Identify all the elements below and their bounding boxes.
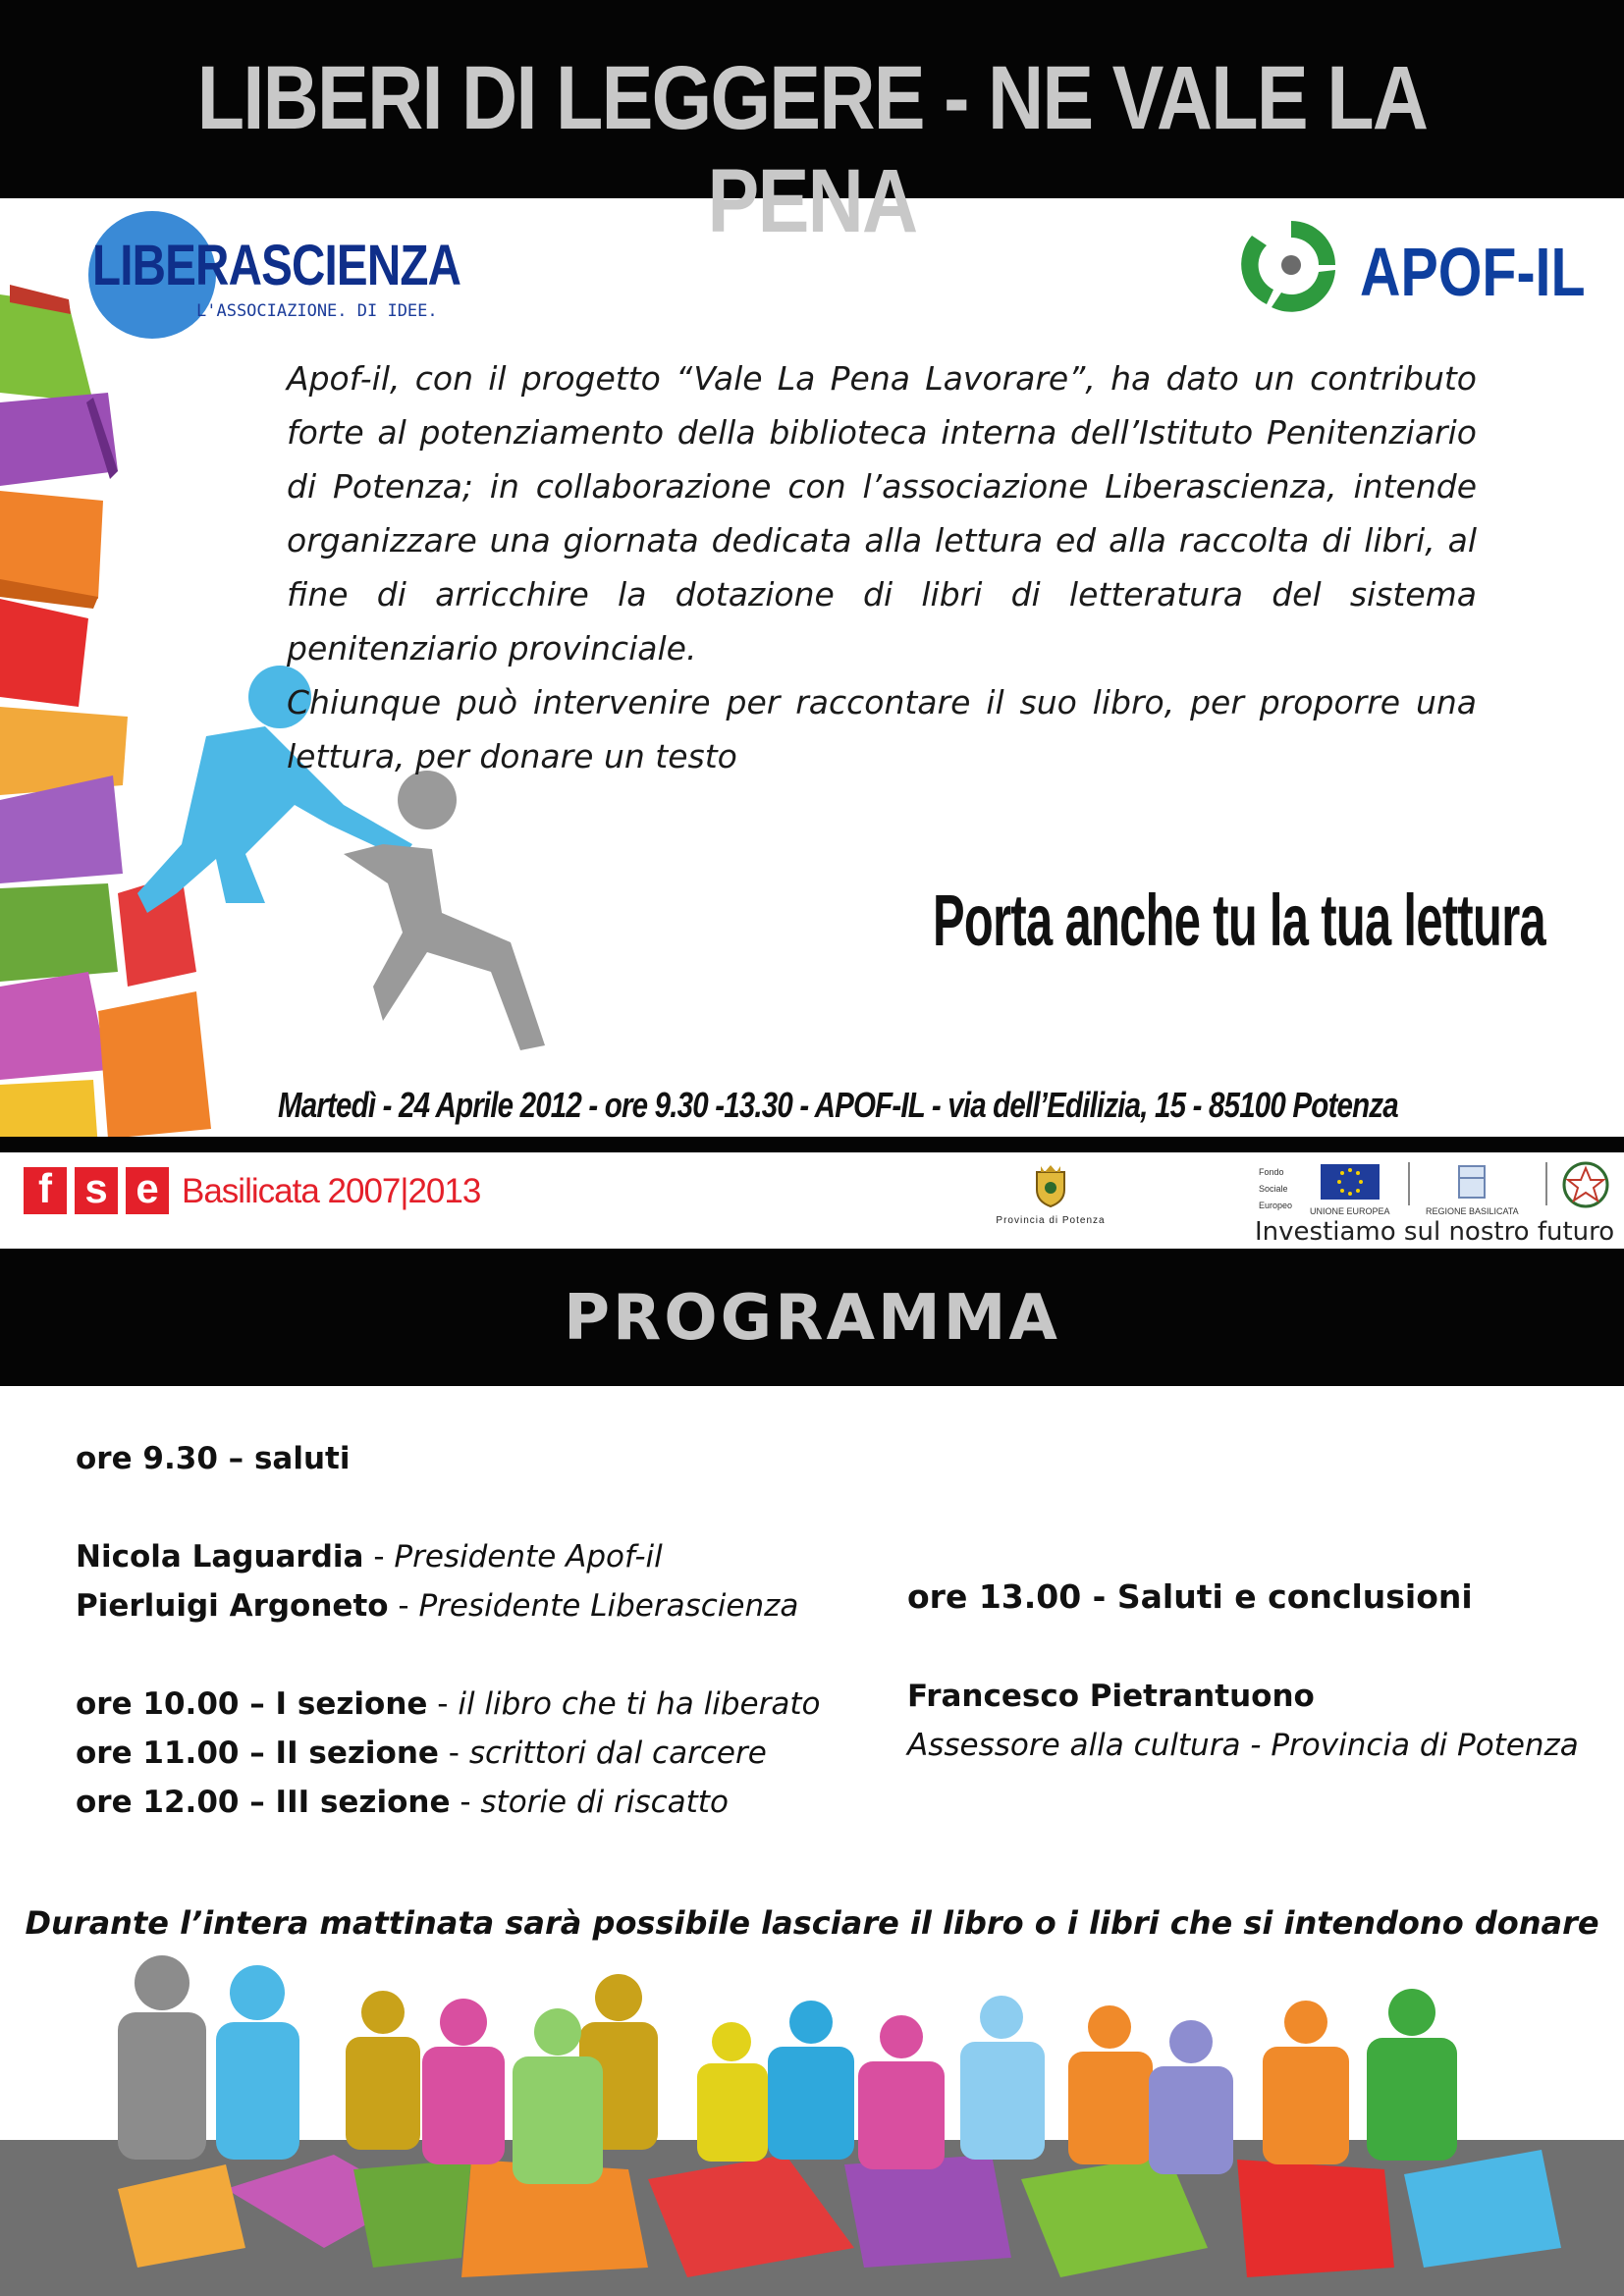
speaker-name: Pierluigi Argoneto [76,1588,389,1624]
eu-fund-line: Sociale [1259,1184,1288,1194]
closing-label: ore 13.00 - Saluti e conclusioni [907,1577,1473,1616]
fse-program-label: Basilicata 2007|2013 [182,1172,481,1210]
person-icon [1068,2005,1153,2164]
fse-logo-letter: e [126,1167,169,1214]
liberascienza-logo [88,211,461,339]
sponsor-strip [0,1152,1624,1249]
eu-fund-labels [1259,1164,1292,1214]
speaker-row [76,1588,798,1624]
session-row [76,1735,767,1771]
liberascienza-logo-tagline: L'ASSOCIAZIONE. DI IDEE. [196,301,438,321]
person-icon [216,1965,299,2160]
eu-flag-icon [1321,1164,1380,1200]
gray-person-icon [344,771,545,1050]
sponsor-tagline: Investiamo sul nostro futuro [1255,1217,1615,1247]
person-icon [858,2015,945,2169]
province-logo [972,1164,1129,1226]
province-label: Provincia di Potenza [996,1215,1106,1226]
title-banner [0,0,1624,251]
separator: - [450,1785,481,1820]
person-icon [768,2001,854,2160]
greeting-label: ore 9.30 – saluti [76,1441,351,1476]
book-icon [0,285,93,402]
book-icon [0,599,88,707]
liberascienza-logo-name: LIBERASCIENZA [92,234,461,297]
person-icon [960,1996,1045,2160]
eu-fund-line: Europeo [1259,1201,1293,1210]
event-details: Martedì - 24 Aprile 2012 - ore 9.30 -13.30 - APOF-IL - via dell’Edilizia, 15 - 85100 Potenza [278,1085,1398,1125]
fse-logo-letter: f [24,1167,67,1214]
book-icon [0,491,103,609]
greeting-time [76,1441,350,1476]
donation-note: Durante l’intera mattinata sarà possibile lasciare il libro o i libri che si intendono donare [25,1904,1599,1942]
speaker-row [76,1539,663,1575]
italian-republic-emblem-icon [1561,1160,1610,1209]
person-icon [346,1991,420,2150]
eu-label: UNIONE EUROPEA [1310,1206,1390,1216]
fse-logo-letter: s [75,1167,118,1214]
separator: - [363,1539,395,1575]
book-icon [0,393,118,486]
session-row [76,1785,729,1820]
apof-il-logo [1232,211,1586,319]
separator: - [427,1686,459,1722]
apof-il-logo-name: APOF-IL [1360,234,1586,310]
eu-fund-line: Fondo [1259,1167,1284,1177]
speaker-role: Presidente Apof-il [394,1539,663,1575]
person-icon [697,2022,768,2162]
person-icon [422,1999,505,2164]
eu-logo [1310,1164,1390,1220]
person-icon [1263,2001,1349,2164]
session-topic: scrittori dal carcere [468,1735,767,1771]
divider [0,1137,1624,1152]
closing-speaker-role [907,1728,1579,1763]
session-label: ore 12.00 – III sezione [76,1785,451,1820]
region-logo [1426,1164,1519,1220]
session-topic: il libro che ti ha liberato [458,1686,821,1722]
session-row [76,1686,820,1722]
programma-title: PROGRAMMA [564,1282,1060,1355]
closing-row [907,1577,1473,1616]
intro-text [287,351,1477,783]
closing-speaker-role-text: Assessore alla cultura - Provincia di Potenza [907,1728,1579,1763]
person-icon [1367,1989,1457,2161]
programma-banner [0,1249,1624,1386]
intro-paragraph: Apof-il, con il progetto “Vale La Pena Lavorare”, ha dato un contributo forte al potenziamento della biblioteca interna dell’Istituto Penitenziario di Potenza; in collaborazione con l’associazione Liberascienza, intende organizzare una giornata dedicata alla lettura ed alla raccolta di libri, al fine di arricchire la dotazione di libri di letteratura del sistema penitenziario provinciale. [287,359,1477,667]
session-label: ore 10.00 – I sezione [76,1686,428,1722]
divider [1545,1162,1547,1205]
speaker-name: Nicola Laguardia [76,1539,364,1575]
person-icon [1149,2020,1233,2174]
closing-speaker-name-text: Francesco Pietrantuono [907,1679,1315,1714]
region-label: REGIONE BASILICATA [1426,1206,1519,1216]
separator: - [438,1735,469,1771]
closing-speaker-name [907,1679,1315,1714]
session-topic: storie di riscatto [480,1785,729,1820]
page-title: LIBERI DI LEGGERE - NE VALE LA PENA [196,48,1428,251]
coat-of-arms-icon [1033,1164,1068,1207]
slogan: Porta anche tu la tua lettura [933,880,1546,961]
separator: - [388,1588,419,1624]
apof-swirl-icon [1232,211,1350,319]
region-crest-icon [1457,1164,1487,1200]
person-icon [118,1955,206,2160]
speaker-role: Presidente Liberascienza [418,1588,799,1624]
session-label: ore 11.00 – II sezione [76,1735,439,1771]
divider [1408,1162,1410,1205]
intro-paragraph: Chiunque può intervenire per raccontare il suo libro, per proporre una lettura, per donare un testo [287,683,1477,775]
people-and-books-illustration [0,1953,1624,2296]
